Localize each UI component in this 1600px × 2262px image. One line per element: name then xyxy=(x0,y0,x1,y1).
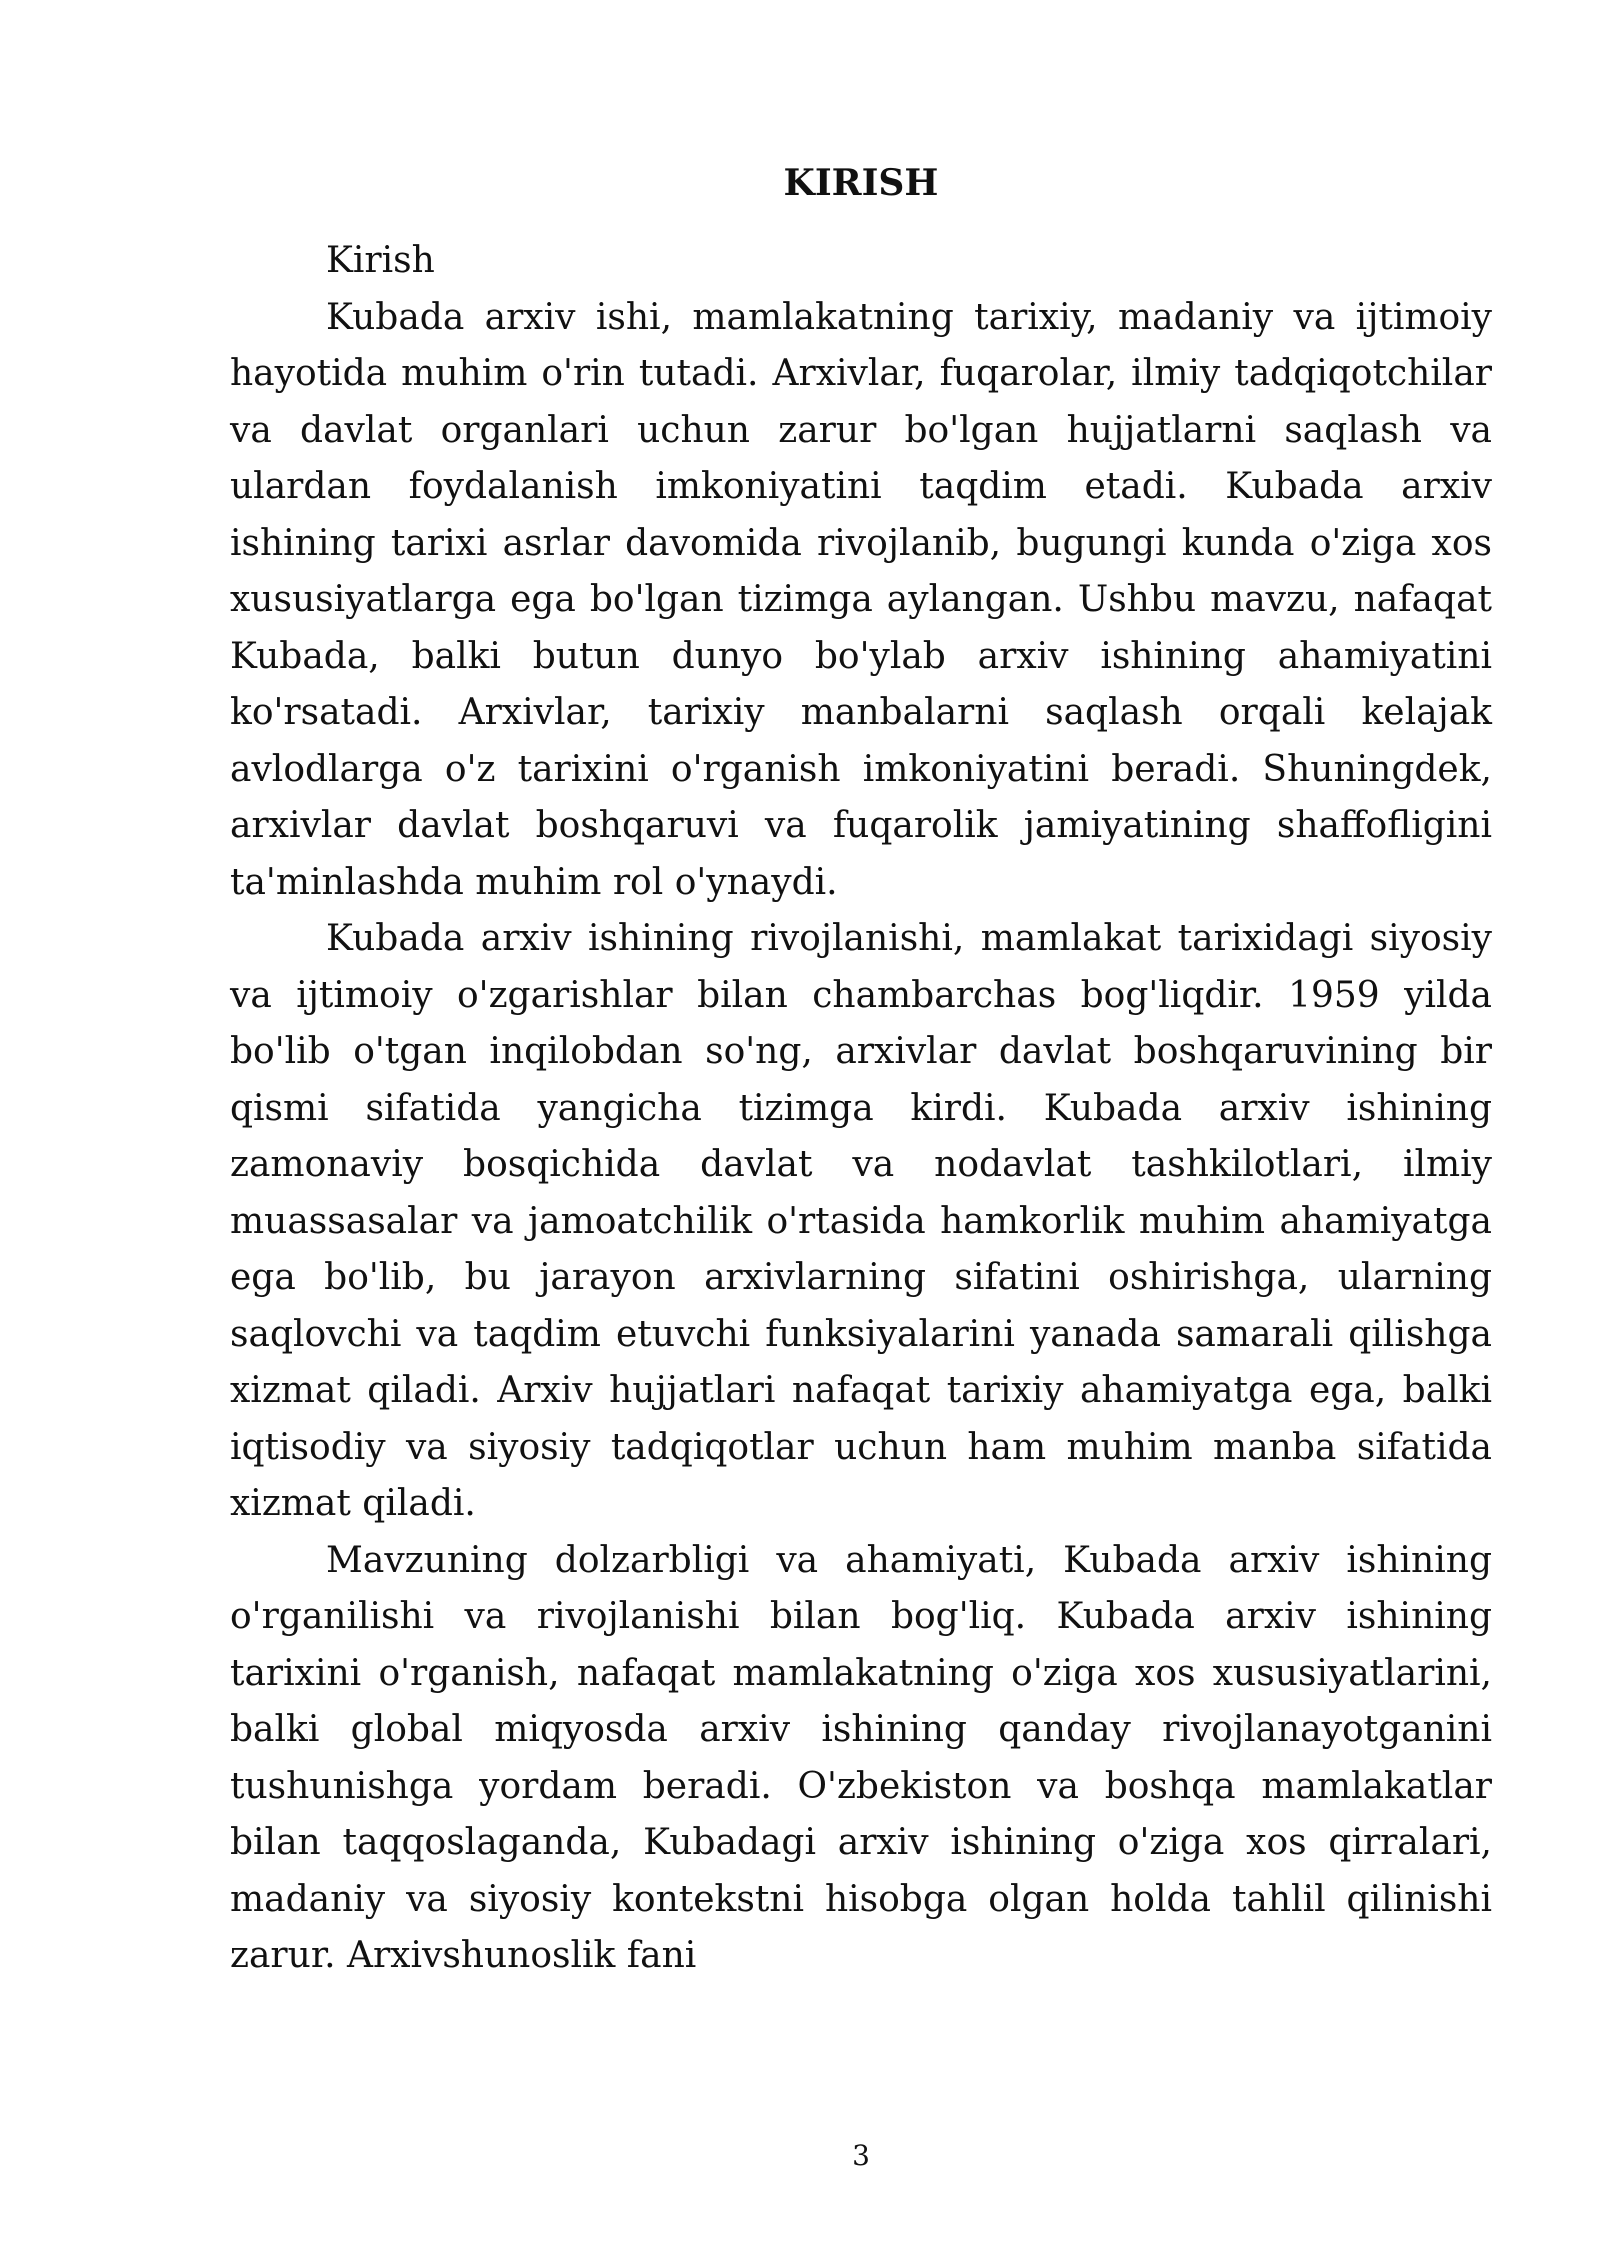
document-body xyxy=(230,155,1492,1985)
page-number: 3 xyxy=(852,2139,870,2172)
section-heading: KIRISH xyxy=(783,162,939,204)
paragraph: Kubada arxiv ishining rivojlanishi, mamlakat tarixidagi siyosiy va ijtimoiy o'zgarishlar bilan chambarchas bog'liqdir. 1959 yilda bo'lib o'tgan inqilobdan so'ng, arxivlar davlat boshqaruvining bir qismi sifatida yangicha tizimga kirdi. Kubada arxiv ishining zamonaviy bosqichida davlat va nodavlat tashkilotlari, ilmiy muassasalar va jamoatchilik o'rtasida hamkorlik muhim ahamiyatga ega bo'lib, bu jarayon arxivlarning sifatini oshirishga, ularning saqlovchi va taqdim etuvchi funksiyalarini yanada samarali qilishga xizmat qiladi. Arxiv hujjatlari nafaqat tarixiy ahamiyatga ega, balki iqtisodiy va siyosiy tadqiqotlar uchun ham muhim manba sifatida xizmat qiladi. xyxy=(230,918,1492,1524)
paragraph: Kubada arxiv ishi, mamlakatning tarixiy, madaniy va ijtimoiy hayotida muhim o'rin tutadi. Arxivlar, fuqarolar, ilmiy tadqiqotchilar va davlat organlari uchun zarur bo'lgan hujjatlarni saqlash va ulardan foydalanish imkoniyatini taqdim etadi. Kubada arxiv ishining tarixi asrlar davomida rivojlanib, bugungi kunda o'ziga xos xususiyatlarga ega bo'lgan tizimga aylangan. Ushbu mavzu, nafaqat Kubada, balki butun dunyo bo'ylab arxiv ishining ahamiyatini ko'rsatadi. Arxivlar, tarixiy manbalarni saqlash orqali kelajak avlodlarga o'z tarixini o'rganish imkoniyatini beradi. Shuningdek, arxivlar davlat boshqaruvi va fuqarolik jamiyatining shaffofligini ta'minlashda muhim rol o'ynaydi. xyxy=(230,296,1492,903)
paragraph-subtitle: Kirish xyxy=(326,240,435,281)
paragraph: Mavzuning dolzarbligi va ahamiyati, Kubada arxiv ishining o'rganilishi va rivojlanishi bilan bog'liq. Kubada arxiv ishining tarixini o'rganish, nafaqat mamlakatning o'ziga xos xususiyatlarini, balki global miqyosda arxiv ishining qanday rivojlanayotganini tushunishga yordam beradi. O'zbekiston va boshqa mamlakatlar bilan taqqoslaganda, Kubadagi arxiv ishining o'ziga xos qirralari, madaniy va siyosiy kontekstni hisobga olgan holda tahlil qilinishi zarur. Arxivshunoslik fani xyxy=(230,1539,1492,1976)
